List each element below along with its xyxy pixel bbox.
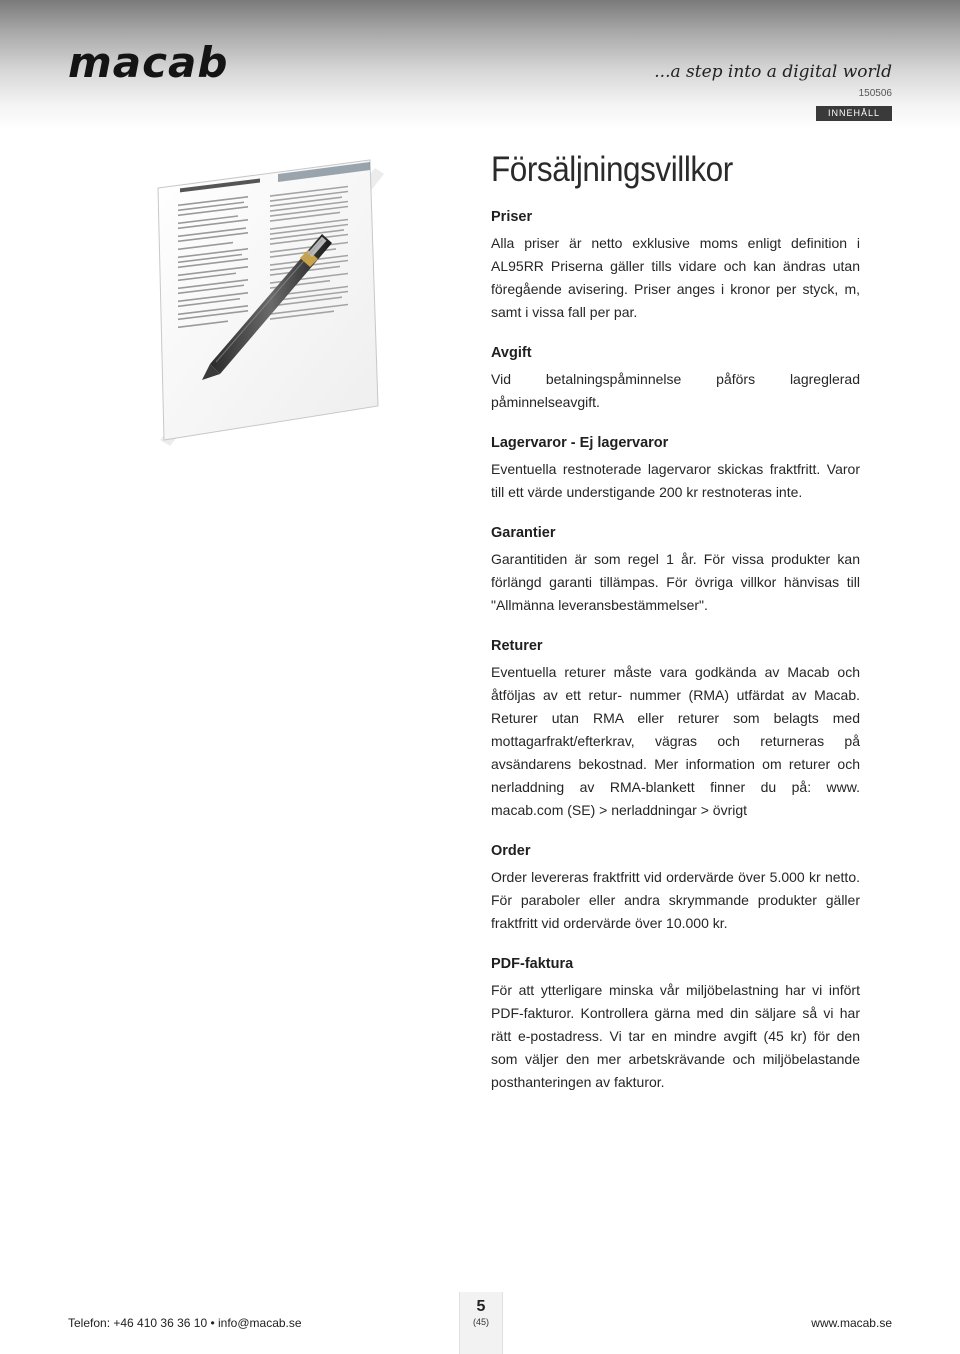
- section-body: Vid betalningspåminnelse påförs lagreglerad påminnelseavgift.: [491, 371, 860, 410]
- page-number-tab: [459, 1292, 503, 1354]
- document-with-pen-illustration: [150, 148, 390, 448]
- page-total: (45): [472, 1317, 489, 1327]
- section-heading: PDF-faktura: [491, 956, 574, 972]
- innehall-link[interactable]: INNEHÅLL: [816, 106, 892, 121]
- footer-contact[interactable]: Telefon: +46 410 36 36 10 • info@macab.se: [68, 1316, 302, 1330]
- section-returer: [491, 635, 860, 822]
- section-heading: Garantier: [491, 525, 556, 541]
- tagline: ...a step into a digital world: [654, 62, 892, 82]
- section-body: Garantitiden är som regel 1 år. För vissa produkter kan förlängd garanti tillämpas. För övriga villkor hänvisas till "Allmänna leveransbestämmelser".: [491, 551, 860, 613]
- macab-logo[interactable]: macab: [68, 38, 229, 87]
- section-order: [491, 840, 860, 935]
- page-title: Försäljningsvillkor: [491, 150, 733, 189]
- section-body: För att ytterligare minska vår miljöbelastning har vi infört PDF-fakturor. Kontrollera gärna med din säljare så vi har rätt e-postadress. Vi tar en mindre avgift (45 kr) för den som väljer den mer arbetskrävande och miljöbelastande posthanteringen av fakturor.: [491, 982, 860, 1090]
- section-garantier: [491, 522, 860, 617]
- section-body: Eventuella restnoterade lagervaror skickas fraktfritt. Varor till ett värde understigande 200 kr restnoteras inte.: [491, 461, 860, 500]
- page-number: 5: [476, 1298, 486, 1315]
- section-heading: Order: [491, 843, 531, 859]
- section-heading: Avgift: [491, 345, 532, 361]
- section-heading: Lagervaror - Ej lagervaror: [491, 435, 669, 451]
- section-priser: [491, 206, 860, 324]
- page-header: [0, 0, 960, 130]
- section-lagervaror: [491, 432, 860, 504]
- section-body: Order levereras fraktfritt vid ordervärde över 5.000 kr netto. För paraboler eller andra skrymmande produkter gäller fraktfritt vid ordervärde över 10.000 kr.: [491, 869, 860, 931]
- section-pdf-faktura: [491, 953, 860, 1094]
- document-number: 150506: [858, 88, 892, 99]
- section-body: Eventuella returer måste vara godkända av Macab och åtföljas av ett retur- nummer (RMA) utfärdat av Macab. Returer utan RMA eller returer som belagts med mottagarfrakt/efterkrav, vägras och returneras på avsändarens bekostnad. Mer information om returer och nerladdning av RMA-blankett finner du på: www. macab.com (SE) > nerladdningar > övrigt: [491, 664, 860, 818]
- section-heading: Priser: [491, 209, 533, 225]
- section-heading: Returer: [491, 638, 543, 654]
- terms-content: [491, 150, 860, 1112]
- section-avgift: [491, 342, 860, 414]
- section-body: Alla priser är netto exklusive moms enligt definition i AL95RR Priserna gäller tills vidare och kan ändras utan föregående avisering. Priser anges i kronor per styck, m, samt i vissa fall per par.: [491, 235, 860, 320]
- footer-website-link[interactable]: www.macab.se: [811, 1316, 892, 1330]
